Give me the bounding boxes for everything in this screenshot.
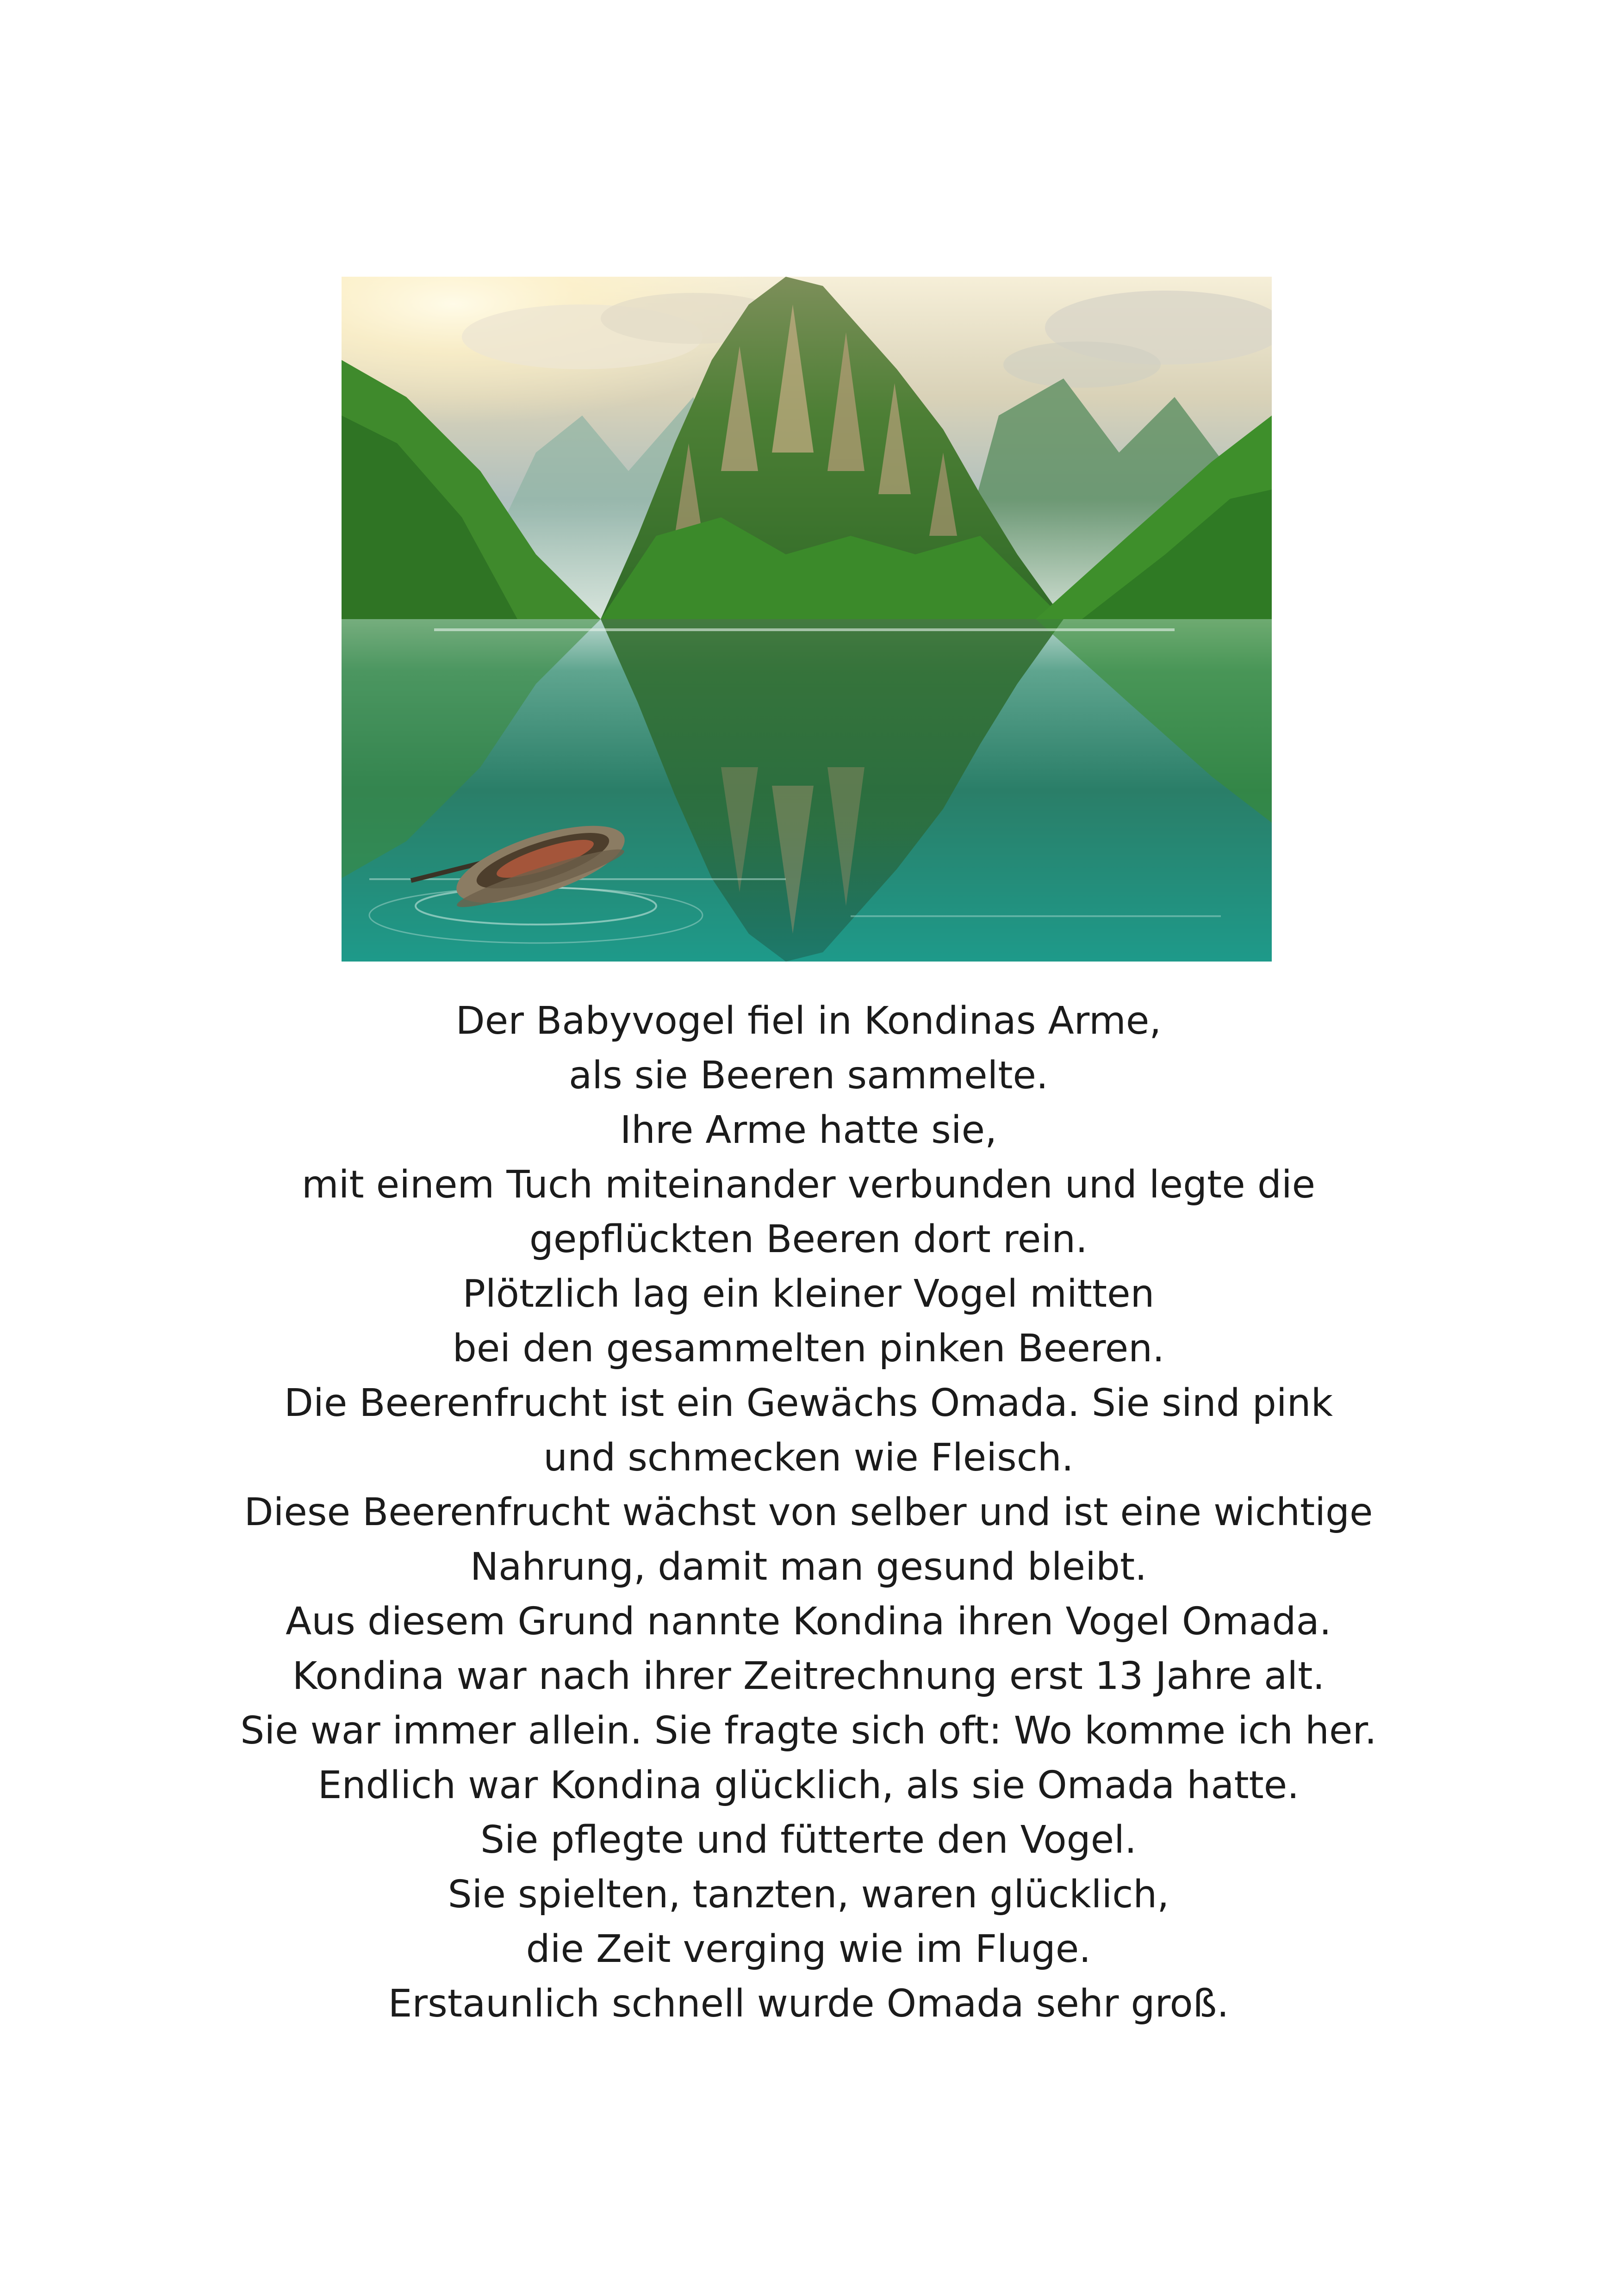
story-line: bei den gesammelten pinken Beeren. — [452, 1327, 1165, 1371]
story-line: Der Babyvogel fiel in Kondinas Arme, — [455, 999, 1162, 1043]
story-line: die Zeit verging wie im Fluge. — [526, 1927, 1091, 1971]
story-line: mit einem Tuch miteinander verbunden und legte die — [301, 1163, 1316, 1207]
story-line: Diese Beerenfrucht wächst von selber und ist eine wichtige — [244, 1490, 1373, 1534]
story-line: gepflückten Beeren dort rein. — [529, 1217, 1088, 1261]
landscape-illustration — [342, 277, 1272, 962]
story-line: Endlich war Kondina glücklich, als sie Omada hatte. — [317, 1763, 1300, 1807]
story-text — [139, 994, 1478, 2031]
story-line: Plötzlich lag ein kleiner Vogel mitten — [462, 1272, 1155, 1316]
story-line: und schmecken wie Fleisch. — [543, 1436, 1074, 1480]
story-line: Erstaunlich schnell wurde Omada sehr groß. — [388, 1982, 1229, 2026]
story-line: Nahrung, damit man gesund bleibt. — [470, 1545, 1147, 1589]
story-line: Die Beerenfrucht ist ein Gewächs Omada. Sie sind pink — [284, 1381, 1333, 1425]
story-line: Kondina war nach ihrer Zeitrechnung erst 13 Jahre alt. — [292, 1654, 1325, 1698]
story-line: Sie pflegte und fütterte den Vogel. — [480, 1818, 1137, 1862]
story-line: Sie war immer allein. Sie fragte sich oft: Wo komme ich her. — [240, 1709, 1377, 1753]
story-line: Sie spielten, tanzten, waren glücklich, — [448, 1873, 1169, 1917]
story-line: Aus diesem Grund nannte Kondina ihren Vogel Omada. — [286, 1600, 1331, 1644]
lake-mountain-boat-picture — [342, 277, 1272, 962]
story-line: als sie Beeren sammelte. — [568, 1054, 1048, 1098]
story-line: Ihre Arme hatte sie, — [620, 1108, 997, 1152]
